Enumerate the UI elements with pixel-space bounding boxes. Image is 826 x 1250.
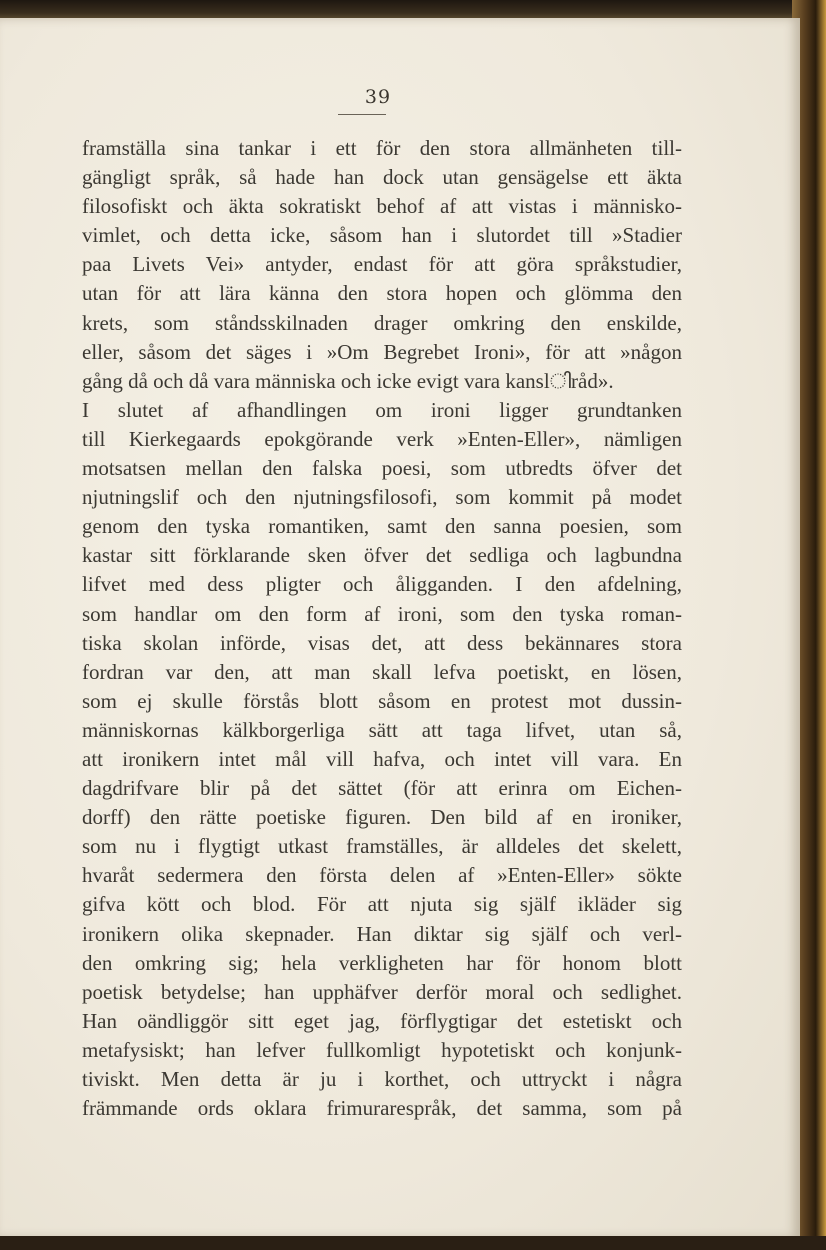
body-text <box>82 134 682 1123</box>
text-line: till Kierkegaards epokgörande verk »Enten-Eller», nämligen <box>82 426 682 451</box>
text-line: kastar sitt förklarande sken öfver det sedliga och lagbundna <box>82 543 682 568</box>
text-line: framställa sina tankar i ett för den stora allmänheten till- <box>82 136 682 160</box>
text-line: den omkring sig; hela verkligheten har för honom blott <box>82 950 682 975</box>
text-line: att ironikern intet mål vill hafva, och intet vill vara. En <box>82 746 682 771</box>
text-line: som nu i flygtigt utkast framställes, är alldeles det skelett, <box>82 834 682 859</box>
book-page <box>0 18 800 1238</box>
text-line: tiviskt. Men detta är ju i korthet, och uttryckt i några <box>82 1067 682 1091</box>
page-number-rule <box>338 114 386 115</box>
text-line: lifvet med dess pligter och åligganden. I den afdelning, <box>82 572 682 597</box>
text-line: gifva kött och blod. För att njuta sig själf ikläder sig <box>82 892 682 917</box>
text-line: metafysiskt; han lefver fullkomligt hypotetiskt och konjunk- <box>82 1037 682 1062</box>
text-line: utan för att lära känna den stora hopen och glömma den <box>82 281 682 306</box>
text-line: motsatsen mellan den falska poesi, som utbredts öfver det <box>82 456 682 481</box>
text-line: poetisk betydelse; han upphäfver derför moral och sedlighet. <box>82 979 682 1004</box>
text-line: tiska skolan införde, visas det, att dess bekännares stora <box>82 630 682 655</box>
text-line: filosofiskt och äkta sokratiskt behof af att vistas i människo- <box>82 194 682 219</box>
text-line: vimlet, och detta icke, såsom han i slutordet till »Stadier <box>82 223 682 248</box>
text-line: krets, som ståndsskilnaden drager omkring den enskilde, <box>82 310 682 335</box>
text-line: Han oändliggör sitt eget jag, förflygtigar det estetiskt och <box>82 1008 682 1033</box>
text-line: ironikern olika skepnader. Han diktar sig själf och verl- <box>82 921 682 946</box>
text-line: främmande ords oklara frimurarespråk, det samma, som på <box>82 1096 682 1121</box>
text-line: eller, såsom det säges i »Om Begrebet Ironi», för att »någon <box>82 339 682 364</box>
text-line: dagdrifvare blir på det sättet (för att erinra om Eichen- <box>82 776 682 801</box>
text-line: människornas kälkborgerliga sätt att taga lifvet, utan så, <box>82 717 682 742</box>
text-line: genom den tyska romantiken, samt den sanna poesien, som <box>82 514 682 539</box>
text-line: gängligt språk, så hade han dock utan gensägelse ett äkta <box>82 165 682 190</box>
text-line: som ej skulle förstås blott såsom en protest mot dussin- <box>82 688 682 713</box>
page-number: 39 <box>364 86 392 108</box>
text-line: hvaråt sedermera den första delen af »Enten-Eller» sökte <box>82 863 682 888</box>
text-line: njutningslif och den njutningsfilosofi, som kommit på modet <box>82 485 682 510</box>
text-line: fordran var den, att man skall lefva poetiskt, en lösen, <box>82 659 682 684</box>
text-line: dorff) den rätte poetiske figuren. Den bild af en ironiker, <box>82 805 682 830</box>
book-bottom-edge <box>0 1236 826 1250</box>
text-line: gång då och då vara människa och icke evigt vara kanslിråd». <box>82 368 614 393</box>
text-line: I slutet af afhandlingen om ironi ligger grundtanken <box>82 397 682 422</box>
text-line: som handlar om den form af ironi, som den tyska roman- <box>82 601 682 626</box>
text-line: paa Livets Vei» antyder, endast för att göra språkstudier, <box>82 252 682 277</box>
